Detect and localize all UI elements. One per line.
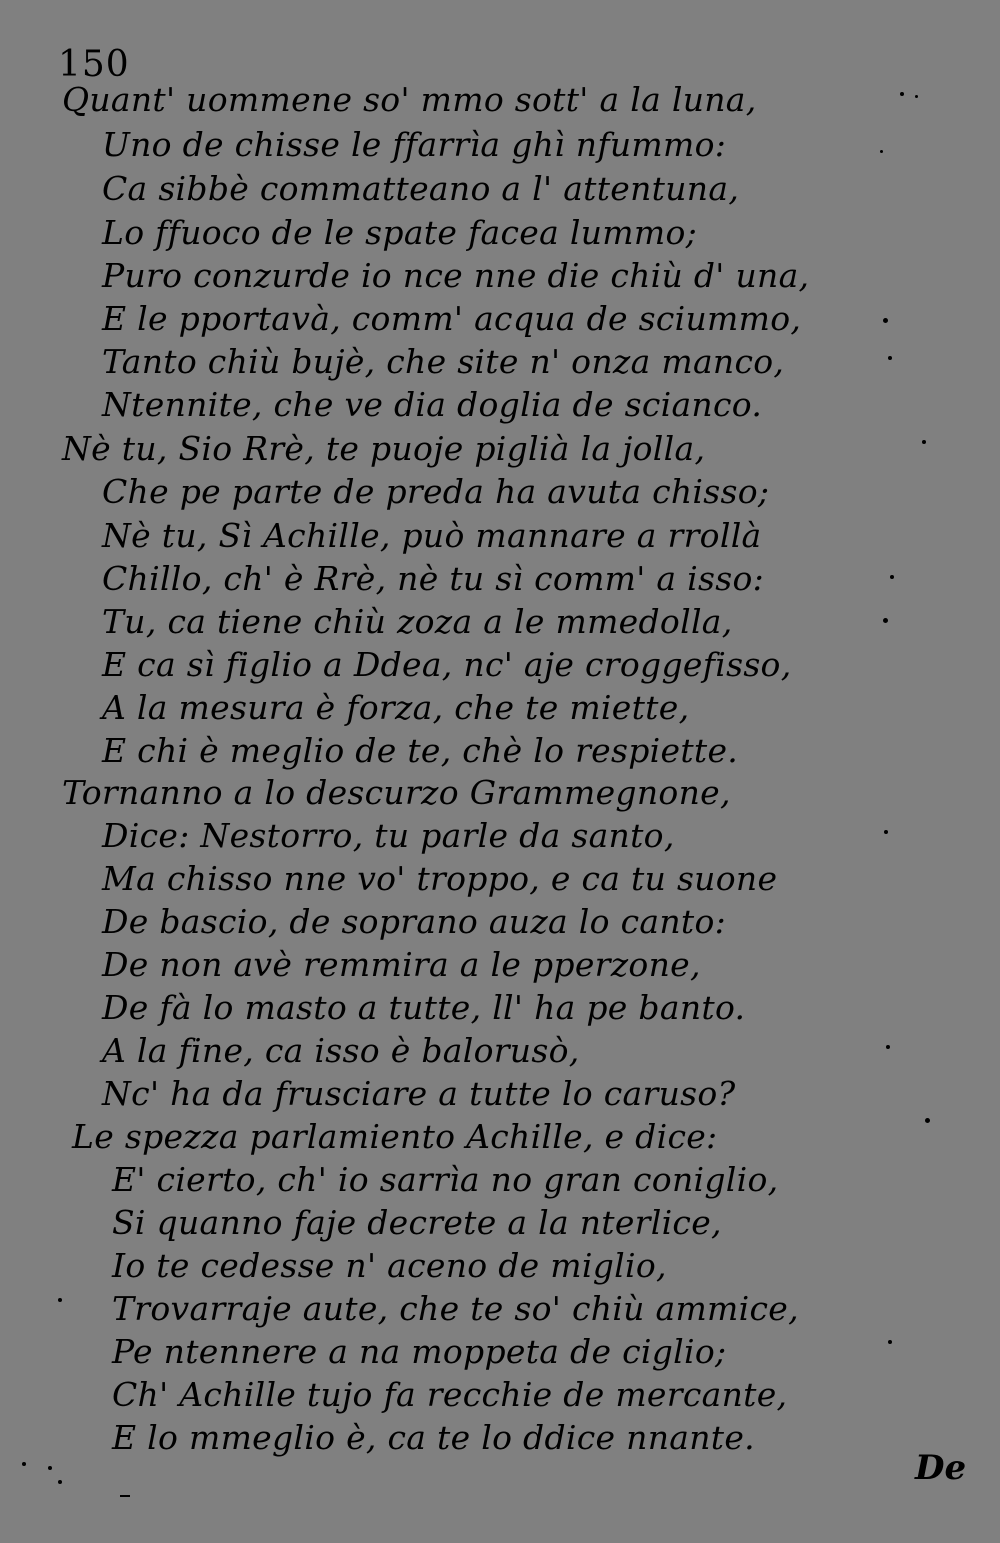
verse-line: Trovarraje aute, che te so' chiù ammice,	[112, 1289, 799, 1328]
scan-speck	[120, 1495, 130, 1497]
scan-speck	[888, 1340, 892, 1344]
scan-speck	[890, 575, 894, 579]
verse-line: Nè tu, Sì Achille, può mannare a rrollà	[102, 516, 762, 555]
verse-line: E lo mmeglio è, ca te lo ddice nnante.	[112, 1418, 755, 1457]
verse-line: De fà lo masto a tutte, ll' ha pe banto.	[102, 988, 746, 1027]
verse-line: Ca sibbè commatteano a l' attentuna,	[102, 169, 740, 208]
verse-line: Quant' uommene so' mmo sott' a la luna,	[62, 80, 757, 119]
verse-line: E' cierto, ch' io sarrìa no gran coniglio,	[112, 1160, 779, 1199]
verse-line: Tu, ca tiene chiù zoza a le mmedolla,	[102, 602, 733, 641]
scan-speck	[915, 95, 918, 98]
verse-line: Pe ntennere a na moppeta de ciglio;	[112, 1332, 727, 1371]
verse-line: De non avè remmira a le pperzone,	[102, 945, 701, 984]
scan-speck	[900, 92, 904, 96]
verse-line: Puro conzurde io nce nne die chiù d' una,	[102, 256, 810, 295]
verse-line: Ntennite, che ve dia doglia de scianco.	[102, 385, 763, 424]
verse-line: E ca sì figlio a Ddea, nc' aje croggefisso,	[102, 645, 792, 684]
verse-line: De bascio, de soprano auza lo canto:	[102, 902, 727, 941]
verse-line: Tanto chiù bujè, che site n' onza manco,	[102, 342, 785, 381]
scan-speck	[883, 618, 888, 623]
verse-line: Chillo, ch' è Rrè, nè tu sì comm' a isso:	[102, 559, 765, 598]
verse-line: Si quanno faje decrete a la nterlice,	[112, 1203, 722, 1242]
scan-speck	[884, 830, 888, 834]
verse-line: Io te cedesse n' aceno de miglio,	[112, 1246, 667, 1285]
verse-line: Nc' ha da frusciare a tutte lo caruso?	[102, 1074, 736, 1113]
verse-line: E chi è meglio de te, chè lo respiette.	[102, 731, 739, 770]
scan-speck	[58, 1298, 62, 1302]
verse-line: Dice: Nestorro, tu parle da santo,	[102, 816, 675, 855]
verse-line: Lo ffuoco de le spate facea lummo;	[102, 213, 698, 252]
verse-line: E le pportavà, comm' acqua de sciummo,	[102, 299, 802, 338]
verse-line: A la fine, ca isso è balorusò,	[102, 1031, 580, 1070]
verse-line: Uno de chisse le ffarrìa ghì nfummo:	[102, 125, 727, 164]
scan-speck	[886, 1045, 890, 1049]
verse-line: Le spezza parlamiento Achille, e dice:	[72, 1117, 718, 1156]
catchword: De	[915, 1448, 967, 1488]
verse-line: Nè tu, Sio Rrè, te puoje piglià la jolla,	[62, 429, 706, 468]
verse-line: A la mesura è forza, che te miette,	[102, 688, 690, 727]
verse-line: Ma chisso nne vo' troppo, e ca tu suone	[102, 859, 778, 898]
scan-speck	[883, 318, 888, 323]
verse-line: Tornanno a lo descurzo Grammegnone,	[62, 773, 731, 812]
scan-speck	[22, 1462, 26, 1466]
verse-line: Che pe parte de preda ha avuta chisso;	[102, 472, 770, 511]
page-number: 150	[58, 44, 130, 85]
scan-speck	[58, 1480, 62, 1484]
scan-speck	[922, 440, 926, 444]
verse-line: Ch' Achille tujo fa recchie de mercante,	[112, 1375, 788, 1414]
scan-speck	[880, 150, 883, 153]
scan-speck	[888, 356, 892, 360]
scan-speck	[48, 1466, 52, 1470]
scan-speck	[925, 1118, 930, 1123]
